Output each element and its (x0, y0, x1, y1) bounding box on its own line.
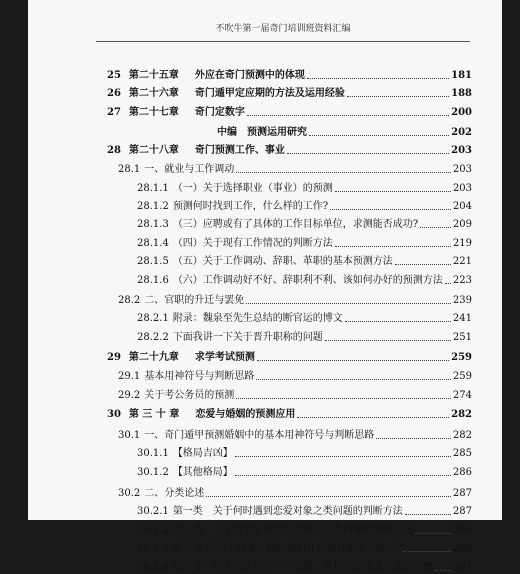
toc-chapter-label: 第二十九章 (128, 352, 179, 363)
toc-page-number: 251 (452, 332, 472, 343)
toc-entry-title: 第三类 介绍人问事：我给他们介绍该对象能否成功? (172, 543, 402, 554)
toc-entry[interactable] (107, 64, 472, 82)
dot-leader (236, 172, 451, 173)
toc-page-number: 282 (451, 409, 472, 420)
toc-entry[interactable] (118, 158, 472, 176)
toc-chapter-label: 第二十七章 (128, 107, 179, 118)
toc-entry-number: 30.1.2 (137, 467, 169, 478)
toc-entry-number: 28.1.2 (137, 201, 169, 212)
toc-page-number: 204 (452, 201, 472, 212)
toc-entry-title: 第二类 关于追求某异性能否成功之类问题的判断方法 (172, 525, 413, 536)
toc-entry-title: 第一类 关于何时遇到恋爱对象之类问题的判断方法 (172, 506, 403, 517)
toc-entry[interactable] (137, 232, 472, 250)
dot-leader (415, 533, 451, 534)
document-page (28, 0, 502, 573)
dot-leader (206, 496, 451, 497)
toc-page-number: 203 (451, 145, 472, 156)
toc-entry-title: 中编 预测运用研究 (217, 127, 307, 138)
toc-page-number: 223 (452, 275, 472, 286)
toc-page-number: 181 (451, 70, 472, 81)
toc-entry-title: （三）应聘或有了具体的工作目标单位，求测能否成功? (172, 219, 419, 230)
toc-entry-title: 外应在奇门预测中的体现 (194, 70, 305, 81)
dot-leader (347, 96, 449, 97)
toc-entry[interactable] (137, 326, 472, 344)
toc-entry-number: 28.1.3 (137, 219, 169, 230)
toc-entry-number: 28 (107, 145, 121, 156)
toc-entry-number: 30.1.1 (137, 448, 169, 459)
toc-entry-number: 28.1.6 (137, 275, 169, 286)
toc-entry[interactable] (137, 250, 472, 268)
toc-entry[interactable] (107, 82, 472, 100)
toc-page-number: 287 (452, 506, 472, 517)
toc-chapter-label: 第二十六章 (128, 88, 179, 99)
toc-page-number: 219 (452, 238, 472, 249)
toc-chapter-label: 第二十五章 (128, 70, 179, 81)
dot-leader (246, 303, 451, 304)
dot-leader (307, 78, 449, 79)
toc-page-number: 299 (452, 543, 472, 554)
toc-page-number: 241 (452, 313, 472, 324)
toc-chapter-label: 第二十八章 (128, 145, 179, 156)
toc-entry-title: 一、就业与工作调动 (144, 164, 235, 175)
toc-entry[interactable] (137, 195, 472, 213)
toc-entry[interactable] (118, 482, 472, 500)
dot-leader (235, 475, 451, 476)
toc-entry-title: （一）关于选择职业（事业）的预测 (172, 183, 333, 194)
toc-page-number: 188 (451, 88, 472, 99)
toc-page-number: 286 (452, 467, 472, 478)
toc-page-number: 287 (452, 488, 472, 499)
toc-entry[interactable] (137, 461, 472, 479)
toc-page-number: 209 (452, 219, 472, 230)
dot-leader (403, 551, 451, 552)
toc-entry-number: 30 (107, 409, 121, 420)
toc-entry-number: 25 (107, 70, 121, 81)
toc-entry-title: 【其他格局】 (172, 467, 233, 478)
toc-entry-title: 恋爱与婚姻的预测应用 (195, 409, 296, 420)
toc-entry[interactable] (118, 384, 472, 402)
dot-leader (325, 340, 451, 341)
dot-leader (287, 153, 449, 154)
toc-page-number: 203 (452, 183, 472, 194)
toc-entry[interactable] (107, 101, 472, 119)
toc-entry-number: 30.1 (118, 430, 141, 441)
dot-leader (247, 115, 449, 116)
toc-page-number: 301 (452, 562, 472, 573)
toc-entry-title: 奇门预测工作、事业 (194, 145, 285, 156)
dot-leader (376, 438, 451, 439)
toc-entry-number: 28.1.4 (137, 238, 169, 249)
toc-entry-number: 27 (107, 107, 121, 118)
toc-entry-title: 第四类 别人给介绍了一个对象，看是否能谈成之类的预测 (172, 562, 433, 573)
toc-entry[interactable] (118, 365, 472, 383)
toc-entry-number: 30.2.2 (137, 525, 169, 536)
toc-page-number: 202 (451, 127, 472, 138)
toc-entry-title: 下面我讲一下关于晋升职称的问题 (172, 332, 323, 343)
dot-leader (345, 321, 451, 322)
toc-entry-title: 预测何时找到工作，什么样的工作? (172, 201, 329, 212)
toc-entry-number: 28.1.1 (137, 183, 169, 194)
toc-page-number: 295 (452, 525, 472, 536)
toc-entry-number: 30.2.3 (137, 543, 169, 554)
toc-entry-number: 28.2 (118, 295, 141, 306)
toc-entry-number: 28.2.1 (137, 313, 169, 324)
dot-leader (256, 379, 451, 380)
toc-entry-number: 30.2 (118, 488, 141, 499)
toc-entry[interactable] (137, 537, 472, 555)
toc-entry-title: 一、奇门遁甲预测婚姻中的基本用神符号与判断思路 (144, 430, 375, 441)
toc-entry[interactable] (137, 269, 472, 287)
dot-leader (330, 209, 451, 210)
toc-page-number: 282 (452, 430, 472, 441)
toc-entry[interactable] (137, 307, 472, 325)
toc-entry-title: 【格局吉凶】 (172, 448, 233, 459)
table-of-contents (28, 0, 502, 573)
toc-entry-title: （四）关于现有工作情况的判断方法 (172, 238, 333, 249)
dot-leader (405, 514, 451, 515)
toc-entry-number: 30.2.1 (137, 506, 169, 517)
toc-entry[interactable] (107, 346, 472, 364)
toc-entry-number: 29 (107, 352, 121, 363)
toc-chapter-label: 第 三 十 章 (128, 409, 180, 420)
toc-entry[interactable] (118, 424, 472, 442)
toc-entry-title: 二、官职的升迁与罢免 (144, 295, 245, 306)
dot-leader (309, 135, 449, 136)
toc-page-number: 274 (452, 390, 472, 401)
dot-leader (235, 456, 451, 457)
toc-entry-title: 求学考试预测 (194, 352, 255, 363)
toc-page-number: 259 (451, 352, 472, 363)
toc-entry-number: 28.1 (118, 164, 141, 175)
toc-entry[interactable] (137, 500, 472, 518)
toc-entry-number: 28.1.5 (137, 256, 169, 267)
toc-entry-title: 二、分类论述 (144, 488, 205, 499)
toc-entry-title: 附录：魏泉至先生总结的断官运的博文 (172, 313, 343, 324)
toc-page-number: 221 (452, 256, 472, 267)
toc-page-number: 285 (452, 448, 472, 459)
toc-entry-number: 26 (107, 88, 121, 99)
toc-entry[interactable] (118, 289, 472, 307)
toc-page-number: 203 (452, 164, 472, 175)
toc-entry-title: 奇门遁甲定应期的方法及运用经验 (194, 88, 345, 99)
toc-page-number: 200 (451, 107, 472, 118)
toc-entry-title: 关于考公务员的预测 (144, 390, 235, 401)
toc-entry-number: 30.2.4 (137, 562, 169, 573)
toc-entry[interactable] (107, 139, 472, 157)
dot-leader (335, 191, 451, 192)
toc-entry[interactable] (107, 403, 472, 421)
dot-leader (445, 283, 451, 284)
dot-leader (420, 227, 451, 228)
toc-entry-number: 29.2 (118, 390, 141, 401)
toc-entry-title: （六）工作调动好不好、辞职利不利、该如何办好的预测方法 (172, 275, 443, 286)
toc-entry-number: 29.1 (118, 371, 141, 382)
toc-entry-title: （五）关于工作调动、辞职、革职的基本预测方法 (172, 256, 393, 267)
toc-entry[interactable] (137, 556, 472, 574)
toc-entry[interactable] (137, 442, 472, 460)
toc-entry-title: 奇门定数字 (194, 107, 245, 118)
running-header: 不吹牛第一届奇门培训班资料汇编 (96, 23, 470, 42)
toc-entry[interactable] (137, 177, 472, 195)
toc-entry[interactable] (137, 519, 472, 537)
dot-leader (297, 417, 449, 418)
dot-leader (257, 360, 449, 361)
toc-entry-number: 28.2.2 (137, 332, 169, 343)
dot-leader (335, 246, 451, 247)
toc-entry[interactable] (137, 213, 472, 231)
toc-page-number: 239 (452, 295, 472, 306)
toc-page-number: 259 (452, 371, 472, 382)
dot-leader (435, 570, 451, 571)
toc-entry[interactable] (217, 121, 472, 139)
toc-entry-title: 基本用神符号与判断思路 (144, 371, 255, 382)
dot-leader (395, 264, 451, 265)
dot-leader (236, 398, 451, 399)
